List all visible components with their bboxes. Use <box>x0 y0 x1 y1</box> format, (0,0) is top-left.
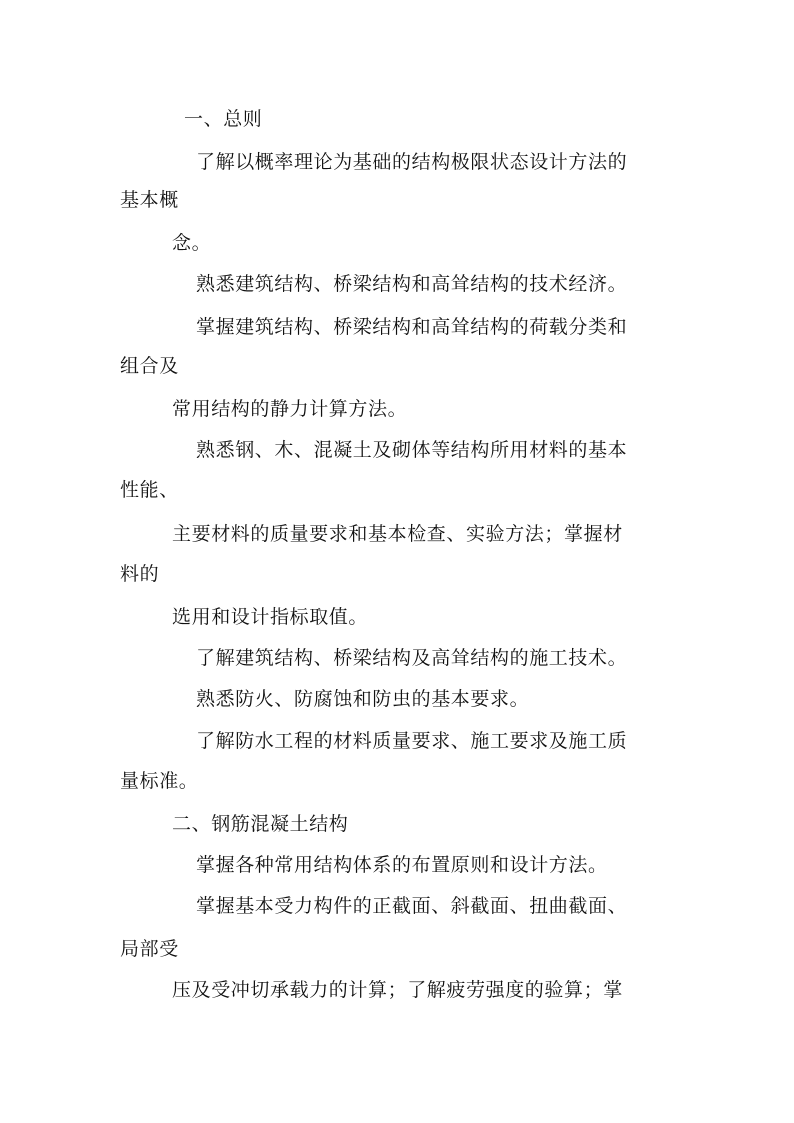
text-line: 熟悉防火、防腐蚀和防虫的基本要求。 <box>196 688 530 710</box>
text-line: 组合及 <box>120 355 179 377</box>
text-line: 料的 <box>120 563 160 585</box>
text-line: 压及受冲切承载力的计算；了解疲劳强度的验算；掌 <box>172 979 623 1001</box>
text-line: 念。 <box>172 232 212 254</box>
text-line: 了解防水工程的材料质量要求、施工要求及施工质 <box>196 730 628 752</box>
text-line: 熟悉建筑结构、桥梁结构和高耸结构的技术经济。 <box>196 273 628 295</box>
text-line: 性能、 <box>120 479 179 501</box>
text-line: 了解以概率理论为基础的结构极限状态设计方法的 <box>196 151 628 173</box>
text-line: 主要材料的质量要求和基本检查、实验方法；掌握材 <box>172 523 623 545</box>
text-line: 了解建筑结构、桥梁结构及高耸结构的施工技术。 <box>196 647 628 669</box>
section-heading-general: 一、总则 <box>184 108 263 130</box>
text-line: 选用和设计指标取值。 <box>172 606 369 628</box>
text-line: 熟悉钢、木、混凝土及砌体等结构所用材料的基本 <box>196 439 628 461</box>
text-line: 基本概 <box>120 189 179 211</box>
text-line: 局部受 <box>120 938 179 960</box>
text-line: 量标准。 <box>120 770 199 792</box>
text-line: 掌握基本受力构件的正截面、斜截面、扭曲截面、 <box>196 895 628 917</box>
section-heading-reinforced-concrete: 二、钢筋混凝土结构 <box>172 813 349 835</box>
text-line: 掌握建筑结构、桥梁结构和高耸结构的荷载分类和 <box>196 316 628 338</box>
text-line: 常用结构的静力计算方法。 <box>172 398 408 420</box>
text-line: 掌握各种常用结构体系的布置原则和设计方法。 <box>196 854 608 876</box>
